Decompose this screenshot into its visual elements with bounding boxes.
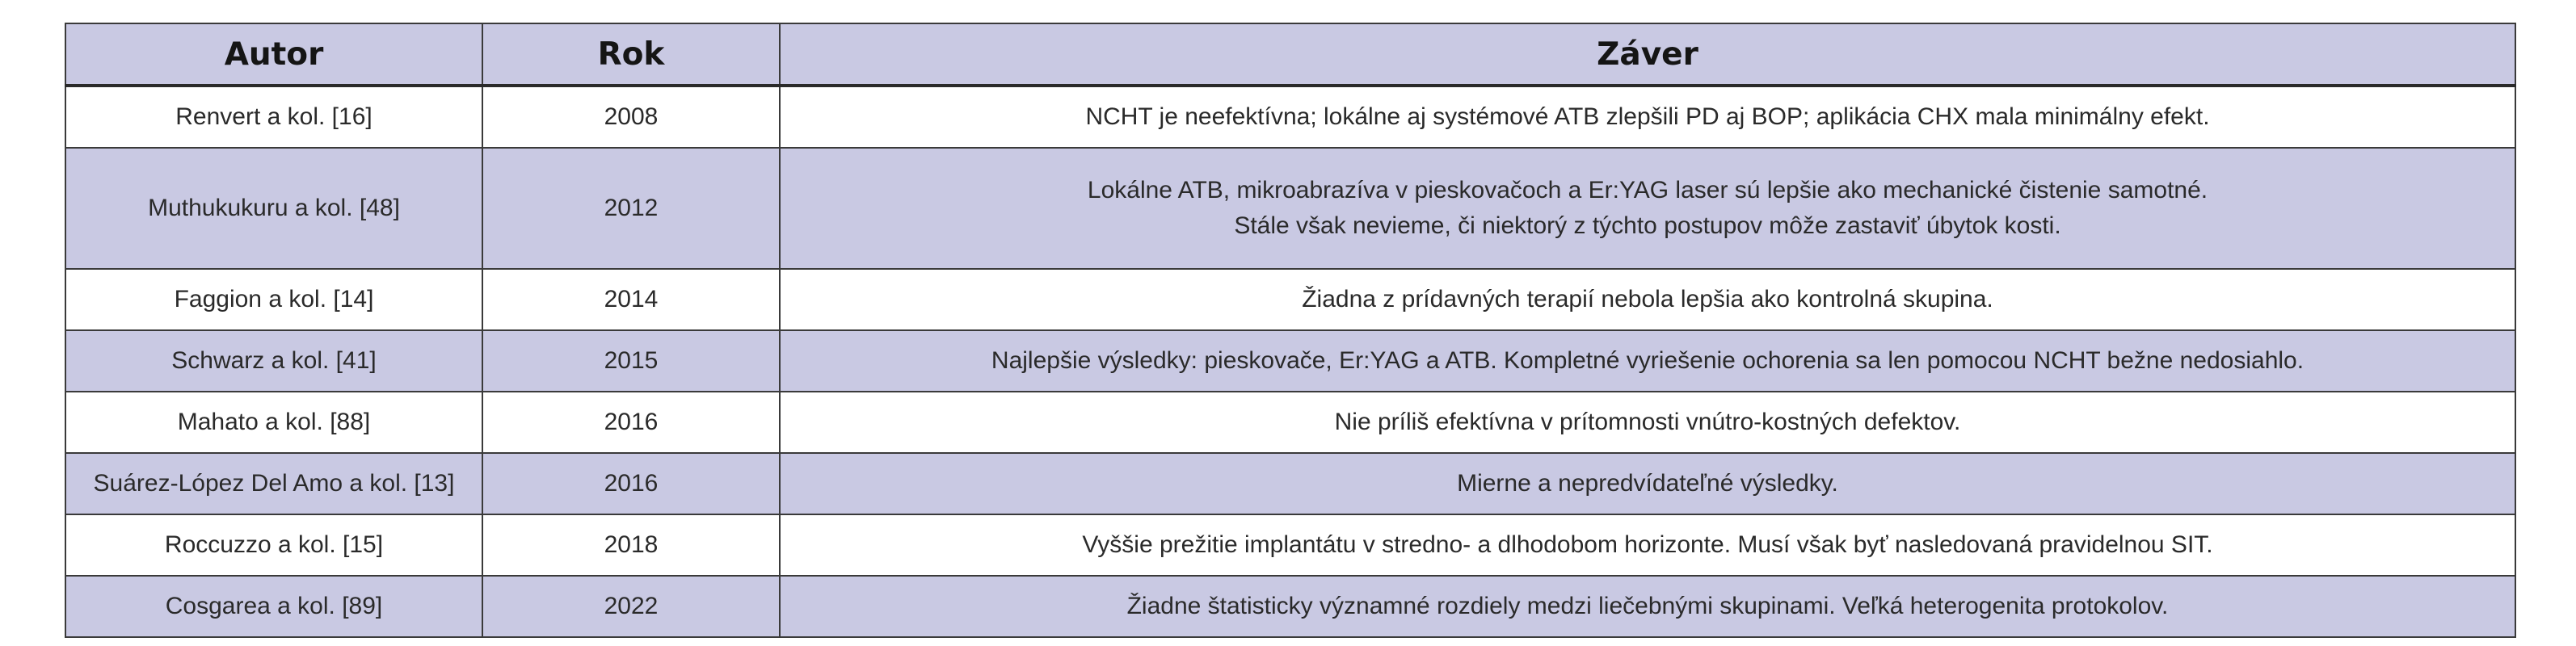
cell-autor: Faggion a kol. [14] <box>65 269 482 330</box>
table-row <box>65 392 2515 453</box>
cell-zaver <box>780 148 2515 269</box>
cell-zaver-line: Najlepšie výsledky: pieskovače, Er:YAG a ATB. Kompletné vyriešenie ochorenia sa len pomocou NCHT bežne nedosiahlo. <box>991 347 2305 374</box>
cell-zaver <box>780 269 2515 330</box>
cell-rok: 2012 <box>482 148 780 269</box>
cell-rok: 2016 <box>482 392 780 453</box>
cell-zaver <box>780 514 2515 576</box>
cell-autor: Cosgarea a kol. [89] <box>65 576 482 637</box>
cell-zaver-line: Nie príliš efektívna v prítomnosti vnútro-kostných defektov. <box>1334 409 1961 435</box>
table-row <box>65 330 2515 392</box>
table-row <box>65 514 2515 576</box>
cell-zaver-line: Vyššie prežitie implantátu v stredno- a dlhodobom horizonte. Musí však byť nasledovaná pravidelnou SIT. <box>1082 531 2213 558</box>
cell-zaver-line: Lokálne ATB, mikroabrazíva v pieskovačoch a Er:YAG laser sú lepšie ako mechanické čistenie samotné. <box>1087 177 2208 203</box>
cell-autor: Muthukukuru a kol. [48] <box>65 148 482 269</box>
cell-zaver-line: Žiadna z prídavných terapií nebola lepšia ako kontrolná skupina. <box>1302 286 1993 313</box>
header-autor: Autor <box>65 23 482 86</box>
cell-rok: 2018 <box>482 514 780 576</box>
header-zaver: Záver <box>780 23 2515 86</box>
table-row <box>65 576 2515 637</box>
table-row <box>65 453 2515 514</box>
cell-zaver <box>780 392 2515 453</box>
cell-rok: 2016 <box>482 453 780 514</box>
table-body <box>65 86 2515 637</box>
cell-rok: 2022 <box>482 576 780 637</box>
cell-zaver-line: Stále však nevieme, či niektorý z týchto postupov môže zastaviť úbytok kosti. <box>1234 212 2061 239</box>
cell-autor: Mahato a kol. [88] <box>65 392 482 453</box>
cell-rok: 2008 <box>482 86 780 148</box>
cell-zaver <box>780 86 2515 148</box>
cell-zaver <box>780 330 2515 392</box>
table-row <box>65 148 2515 269</box>
cell-rok: 2014 <box>482 269 780 330</box>
cell-zaver-line: Mierne a nepredvídateľné výsledky. <box>1457 470 1838 497</box>
cell-autor: Roccuzzo a kol. [15] <box>65 514 482 576</box>
cell-zaver-line: Žiadne štatisticky významné rozdiely medzi liečebnými skupinami. Veľká heterogenita protokolov. <box>1126 593 2169 619</box>
table-row <box>65 269 2515 330</box>
cell-zaver <box>780 576 2515 637</box>
cell-zaver-line: NCHT je neefektívna; lokálne aj systémové ATB zlepšili PD aj BOP; aplikácia CHX mala minimálny efekt. <box>1085 103 2210 130</box>
studies-table <box>65 23 2516 638</box>
header-rok: Rok <box>482 23 780 86</box>
cell-rok: 2015 <box>482 330 780 392</box>
cell-zaver <box>780 453 2515 514</box>
table-row <box>65 86 2515 148</box>
cell-autor: Renvert a kol. [16] <box>65 86 482 148</box>
cell-autor: Suárez-López Del Amo a kol. [13] <box>65 453 482 514</box>
cell-autor: Schwarz a kol. [41] <box>65 330 482 392</box>
table-header-row <box>65 23 2515 86</box>
